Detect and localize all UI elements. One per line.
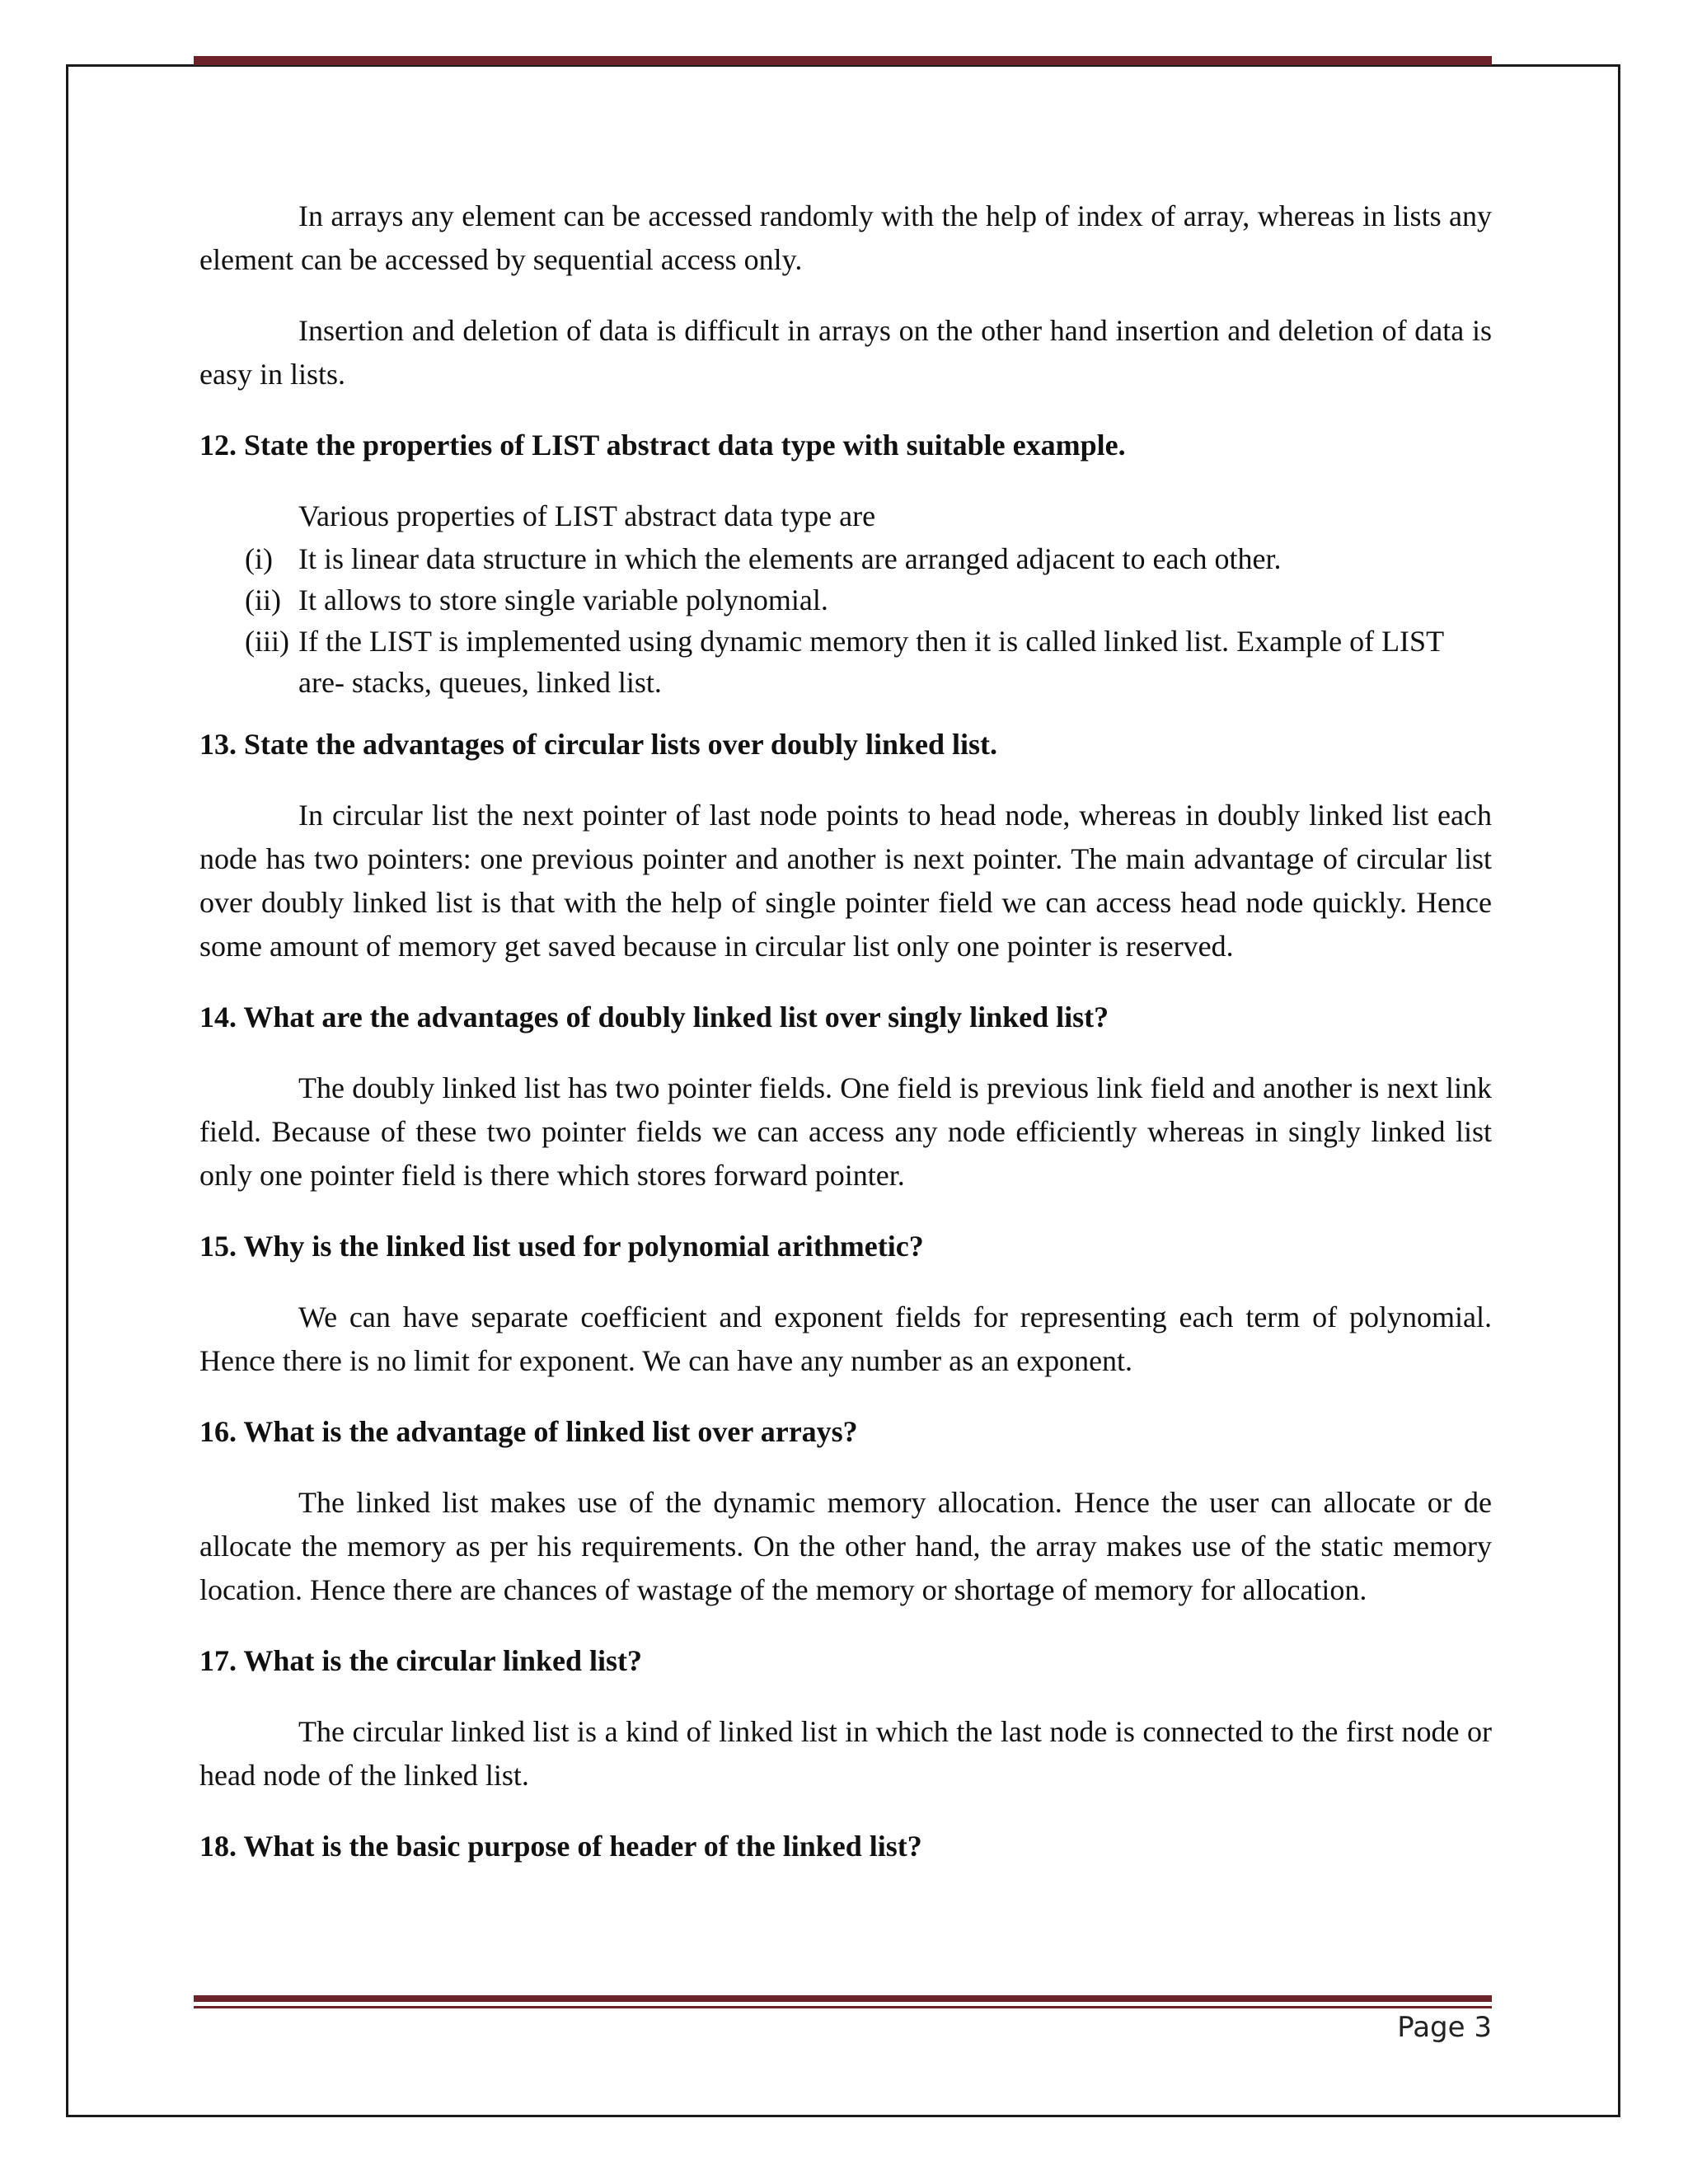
- question-heading: 16. What is the advantage of linked list over arrays?: [199, 1415, 858, 1448]
- list-marker: (iii): [245, 625, 289, 658]
- properties-list: [199, 538, 1492, 703]
- list-item-text: If the LIST is implemented using dynamic memory then it is called linked list. Example of LIST are- stacks, queues, linked list.: [298, 625, 1444, 699]
- paragraph: In arrays any element can be accessed randomly with the help of index of array, whereas in lists any element can be accessed by sequential access only.: [199, 199, 1492, 276]
- document-body: [199, 194, 1492, 1896]
- question-heading: 12. State the properties of LIST abstract data type with suitable example.: [199, 429, 1126, 462]
- page-number: Page 3: [1397, 2011, 1492, 2044]
- question-heading: 15. Why is the linked list used for polynomial arithmetic?: [199, 1230, 924, 1263]
- question-heading: 17. What is the circular linked list?: [199, 1644, 643, 1677]
- footer-rule-thin: [194, 2006, 1492, 2008]
- list-item-text: It allows to store single variable polynomial.: [298, 583, 828, 616]
- header-rule: [194, 56, 1492, 65]
- list-marker: (ii): [245, 583, 281, 616]
- list-item: [199, 579, 1492, 621]
- list-item: [199, 538, 1492, 579]
- list-item: [199, 621, 1492, 703]
- footer-rule: [194, 1995, 1492, 2002]
- list-intro: Various properties of LIST abstract data type are: [298, 499, 876, 532]
- list-item-text: It is linear data structure in which the elements are arranged adjacent to each other.: [298, 542, 1282, 575]
- paragraph: Insertion and deletion of data is difficult in arrays on the other hand insertion and deletion of data is easy in lists.: [199, 314, 1492, 391]
- question-heading: 13. State the advantages of circular lists over doubly linked list.: [199, 728, 998, 761]
- list-marker: (i): [245, 542, 273, 575]
- paragraph: We can have separate coefficient and exponent fields for representing each term of polynomial. Hence there is no limit for exponent. We can have any number as an exponent.: [199, 1301, 1492, 1377]
- paragraph: In circular list the next pointer of last node points to head node, whereas in doubly linked list each node has two pointers: one previous pointer and another is next pointer. The main advantage of circular list over doubly linked list is that with the help of single pointer field we can access head node quickly. Hence some amount of memory get saved because in circular list only one pointer is reserved.: [199, 799, 1492, 963]
- paragraph: The linked list makes use of the dynamic memory allocation. Hence the user can allocate or de allocate the memory as per his requirements. On the other hand, the array makes use of the static memory location. Hence there are chances of wastage of the memory or shortage of memory for allocation.: [199, 1486, 1492, 1606]
- paragraph: The circular linked list is a kind of linked list in which the last node is connected to the first node or head node of the linked list.: [199, 1715, 1492, 1792]
- question-heading: 14. What are the advantages of doubly linked list over singly linked list?: [199, 1001, 1109, 1033]
- paragraph: The doubly linked list has two pointer fields. One field is previous link field and another is next link field. Because of these two pointer fields we can access any node efficiently whereas in singly linked list only one pointer field is there which stores forward pointer.: [199, 1071, 1492, 1192]
- question-heading: 18. What is the basic purpose of header of the linked list?: [199, 1830, 922, 1863]
